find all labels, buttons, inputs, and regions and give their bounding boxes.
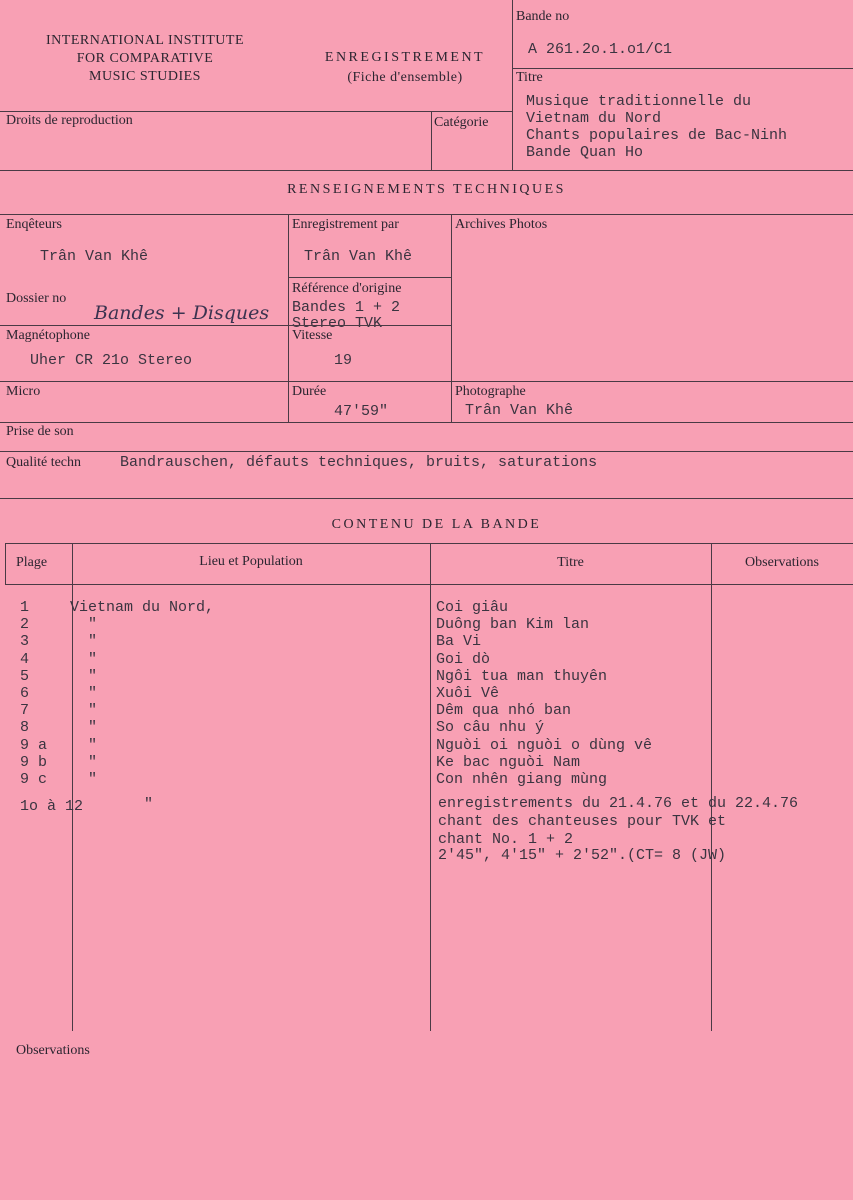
duree-label: Durée bbox=[292, 384, 327, 399]
dossier-label: Dossier no bbox=[6, 291, 67, 306]
reference-label: Référence d'origine bbox=[292, 281, 402, 296]
note-line-1: enregistrements du 21.4.76 et du 22.4.76 bbox=[438, 795, 799, 812]
magnetophone-value: Uher CR 21o Stereo bbox=[30, 352, 193, 369]
plage-entry: 9 b bbox=[20, 753, 48, 771]
plage-entry: 9 a bbox=[20, 736, 48, 754]
plage-entry: 9 c bbox=[20, 771, 48, 789]
titre-entry: Nguòi oi nguòi o dùng vê bbox=[436, 736, 653, 754]
titre-entry: Dêm qua nhó ban bbox=[436, 702, 572, 720]
plage-entry: 1 bbox=[20, 599, 30, 616]
titre-entry: So câu nhu ý bbox=[436, 719, 545, 737]
col-titre-header: Titre bbox=[557, 555, 584, 570]
titre-line-1: Musique traditionnelle du bbox=[526, 93, 752, 110]
lieu-entry: " bbox=[70, 771, 98, 789]
vitesse-value: 19 bbox=[334, 352, 353, 369]
plage-last: 1o à 12 bbox=[20, 798, 84, 815]
plage-column bbox=[20, 599, 47, 788]
contents-section-title: CONTENU DE LA BANDE bbox=[331, 517, 542, 532]
enqueteurs-value: Trân Van Khê bbox=[40, 248, 149, 265]
plage-entry: 2 bbox=[20, 616, 30, 634]
enregistrement-label: Enregistrement par bbox=[292, 217, 399, 232]
lieu-column bbox=[70, 599, 214, 788]
note-line-4: 2'45", 4'15" + 2'52".(CT= 8 (JW) bbox=[438, 847, 727, 864]
titre-entry: Coi giâu bbox=[436, 599, 509, 616]
titre-line-3: Chants populaires de Bac-Ninh bbox=[526, 127, 788, 144]
titre-column bbox=[436, 599, 652, 788]
form-title: ENREGISTREMENT bbox=[324, 50, 486, 65]
dossier-handwritten: Bandes + Disques bbox=[94, 302, 270, 324]
technical-section-title: RENSEIGNEMENTS TECHNIQUES bbox=[287, 182, 566, 197]
photographe-value: Trân Van Khê bbox=[465, 402, 574, 419]
titre-entry: Con nhên giang mùng bbox=[436, 771, 608, 789]
observations-label: Observations bbox=[16, 1043, 90, 1058]
col-plage-header: Plage bbox=[16, 555, 48, 570]
titre-line-4: Bande Quan Ho bbox=[526, 144, 644, 161]
titre-line-2: Vietnam du Nord bbox=[526, 110, 662, 127]
titre-entry: Ba Vi bbox=[436, 633, 482, 651]
col-lieu-header: Lieu et Population bbox=[199, 554, 303, 569]
qualite-value: Bandrauschen, défauts techniques, bruits, saturations bbox=[120, 454, 598, 471]
qualite-label: Qualité techn bbox=[6, 455, 82, 470]
bande-label: Bande no bbox=[516, 9, 570, 24]
lieu-entry: " bbox=[70, 719, 98, 737]
micro-label: Micro bbox=[6, 384, 41, 399]
institute-line-2: FOR COMPARATIVE bbox=[76, 51, 214, 66]
lieu-entry: " bbox=[70, 702, 98, 720]
plage-entry: 5 bbox=[20, 667, 30, 685]
lieu-entry: Vietnam du Nord, bbox=[70, 599, 215, 616]
lieu-entry: " bbox=[70, 650, 98, 668]
lieu-entry: " bbox=[70, 685, 98, 703]
bande-value: A 261.2o.1.o1/C1 bbox=[528, 41, 673, 58]
categorie-label: Catégorie bbox=[434, 115, 489, 130]
archives-label: Archives Photos bbox=[455, 217, 548, 232]
droits-label: Droits de reproduction bbox=[6, 113, 133, 128]
duree-value: 47'59" bbox=[334, 403, 389, 420]
lieu-entry: " bbox=[70, 616, 98, 634]
titre-entry: Ke bac nguòi Nam bbox=[436, 753, 581, 771]
institute-line-3: MUSIC STUDIES bbox=[89, 69, 201, 84]
lieu-entry: " bbox=[70, 633, 98, 651]
reference-line-2: Stereo TVK bbox=[292, 315, 383, 332]
plage-entry: 3 bbox=[20, 633, 30, 651]
plage-entry: 6 bbox=[20, 685, 30, 703]
plage-entry: 8 bbox=[20, 719, 30, 737]
titre-label: Titre bbox=[516, 70, 543, 85]
titre-entry: Goi dò bbox=[436, 650, 491, 668]
titre-entry: Ngôi tua man thuyên bbox=[436, 667, 608, 685]
photographe-label: Photographe bbox=[455, 384, 526, 399]
note-line-3: chant No. 1 + 2 bbox=[438, 831, 574, 848]
lieu-entry: " bbox=[70, 753, 98, 771]
plage-entry: 4 bbox=[20, 650, 30, 668]
note-line-2: chant des chanteuses pour TVK et bbox=[438, 813, 727, 830]
lieu-entry: " bbox=[70, 667, 98, 685]
enqueteurs-label: Enqêteurs bbox=[6, 217, 62, 232]
form-subtitle: (Fiche d'ensemble) bbox=[347, 70, 463, 85]
lieu-last: " bbox=[144, 796, 154, 813]
reference-line-1: Bandes 1 + 2 bbox=[292, 299, 401, 316]
col-obs-header: Observations bbox=[745, 555, 819, 570]
titre-entry: Xuôi Vê bbox=[436, 685, 500, 703]
enregistrement-value: Trân Van Khê bbox=[304, 248, 413, 265]
institute-line-1: INTERNATIONAL INSTITUTE bbox=[46, 33, 244, 48]
lieu-entry: " bbox=[70, 736, 98, 754]
titre-entry: Duông ban Kim lan bbox=[436, 616, 590, 634]
prise-label: Prise de son bbox=[6, 424, 74, 439]
vitesse-label: Vitesse bbox=[292, 328, 333, 343]
plage-entry: 7 bbox=[20, 702, 30, 720]
magnetophone-label: Magnétophone bbox=[6, 328, 90, 343]
